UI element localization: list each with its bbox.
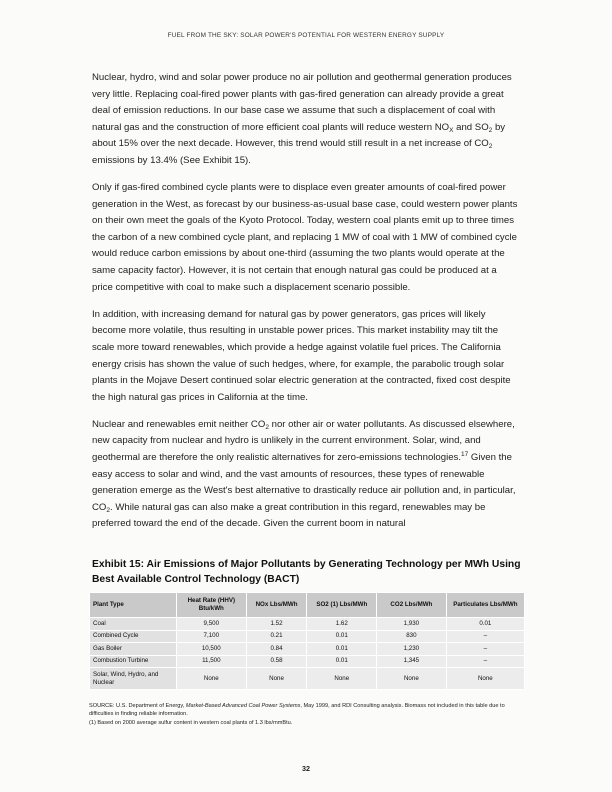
table-cell: 0.84 <box>246 643 307 656</box>
table-source-note <box>89 702 529 727</box>
paragraph-1: Nuclear, hydro, wind and solar power produce no air pollution and geothermal generation produces very little. Replacing coal-fired power plants with gas-fired generation can already provide a great deal of emission reductions. In our base case we assume that such a displacement of coal with natural gas and the construction of more efficient coal plants will reduce western $NO_X$ and $SO_2$ by about 15% over the next decade. However, this trend would still result in a net increase of $CO_2$ emissions by 13.4% (See Exhibit 15). <box>92 72 512 166</box>
table-cell: 1,930 <box>377 618 447 631</box>
table-row <box>90 630 525 643</box>
table-cell: 0.01 <box>307 630 377 643</box>
table-cell: 0.01 <box>307 655 377 668</box>
paragraph-2: Only if gas-fired combined cycle plants were to displace even greater amounts of coal-fired power generation in the West, as forecast by our business-as-usual base case, could western power plants on their own meet the goals of the Kyoto Protocol. Today, western coal plants emit up to three times the carbon of a new combined cycle plant, and replacing 1 MW of coal with 1 MW of combined cycle would reduce carbon emissions by about one-third (assuming the two plants would operate at the same capacity factor). However, it is not certain that enough natural gas could be produced at a price competitive with coal to make such a displacement scenario possible. <box>92 182 518 293</box>
page-number: 32 <box>302 764 310 773</box>
col-header-particulates: Particulates Lbs/MWh <box>446 593 524 618</box>
table-cell: None <box>177 668 247 690</box>
col-header-plant-type: Plant Type <box>90 593 177 618</box>
paragraph-4: Nuclear and renewables emit neither $CO_2$ nor other air or water pollutants. As discussed elsewhere, new capacity from nuclear and hydro is unlikely in the current environment. Solar, wind, and geothermal are therefore the only realistic alternatives for zero-emissions technologies.$^{17}$ Given the easy access to solar and wind, and the vast amounts of resources, these types of renewable generation emerge as the West's best alternative to drastically reduce air pollution and, in particular, $CO_2$. While natural gas can also make a great contribution in this regard, renewables may be preferred toward the end of the decade. Given the current boom in natural <box>92 418 516 530</box>
table-cell: None <box>307 668 377 690</box>
table-cell: 9,500 <box>177 618 247 631</box>
table-cell: None <box>446 668 524 690</box>
table-cell: 0.01 <box>307 643 377 656</box>
table-cell: 0.58 <box>246 655 307 668</box>
table-row <box>90 618 525 631</box>
table-cell: 1.62 <box>307 618 377 631</box>
table-cell: Coal <box>90 618 177 631</box>
table-cell: Combined Cycle <box>90 630 177 643</box>
running-header: FUEL FROM THE SKY: SOLAR POWER'S POTENTIAL FOR WESTERN ENERGY SUPPLY <box>167 32 445 39</box>
table-cell: Gas Boiler <box>90 643 177 656</box>
col-header-co2: CO2 Lbs/MWh <box>377 593 447 618</box>
table-row <box>90 668 525 690</box>
table-cell: 7,100 <box>177 630 247 643</box>
footnote-ref[interactable]: 17 <box>461 450 469 458</box>
table-cell: 1.52 <box>246 618 307 631</box>
table-row <box>90 655 525 668</box>
footnote-line: (1) Based on 2000 average sulfur content in western coal plants of 1.3 lbs/mmBtu. <box>89 719 293 726</box>
table-cell: Solar, Wind, Hydro, and Nuclear <box>90 668 177 690</box>
table-cell: – <box>446 630 524 643</box>
col-header-nox: NOx Lbs/MWh <box>246 593 307 618</box>
table-cell: 11,500 <box>177 655 247 668</box>
table-cell: None <box>246 668 307 690</box>
table-cell: 10,500 <box>177 643 247 656</box>
table-cell: 830 <box>377 630 447 643</box>
table-cell: 1,345 <box>377 655 447 668</box>
table-cell: 1,230 <box>377 643 447 656</box>
body-text <box>92 70 520 543</box>
table-header-row <box>90 593 525 618</box>
table-cell: 0.21 <box>246 630 307 643</box>
table-row <box>90 643 525 656</box>
col-header-heat-rate: Heat Rate (HHV) Btu/kWh <box>177 593 247 618</box>
paragraph-3: In addition, with increasing demand for natural gas by power generators, gas prices will likely become more volatile, thus resulting in unstable power prices. This market instability may tilt the scale more toward renewables, which provide a hedge against volatile fuel prices. The California energy crisis has shown the value of such hedges, where, for example, the parabolic trough solar plants in the Mojave Desert continued solar electric generation at the contracted, fixed cost despite the high natural gas prices in California at the time. <box>92 308 511 403</box>
source-line: SOURCE: U.S. Department of Energy, Market-Based Advanced Coal Power Systems, May 1999, and RDI Consulting analysis. Biomass not included in this table due to difficulties in finding reliable information. <box>89 703 505 718</box>
table-cell: Combustion Turbine <box>90 655 177 668</box>
table-cell: – <box>446 655 524 668</box>
table-cell: None <box>377 668 447 690</box>
exhibit-title: Exhibit 15: Air Emissions of Major Pollutants by Generating Technology per MWh Using Best Available Control Technology (BACT) <box>92 559 521 585</box>
table-cell: – <box>446 643 524 656</box>
col-header-so2: SO2 (1) Lbs/MWh <box>307 593 377 618</box>
emissions-table <box>89 592 525 690</box>
table-cell: 0.01 <box>446 618 524 631</box>
